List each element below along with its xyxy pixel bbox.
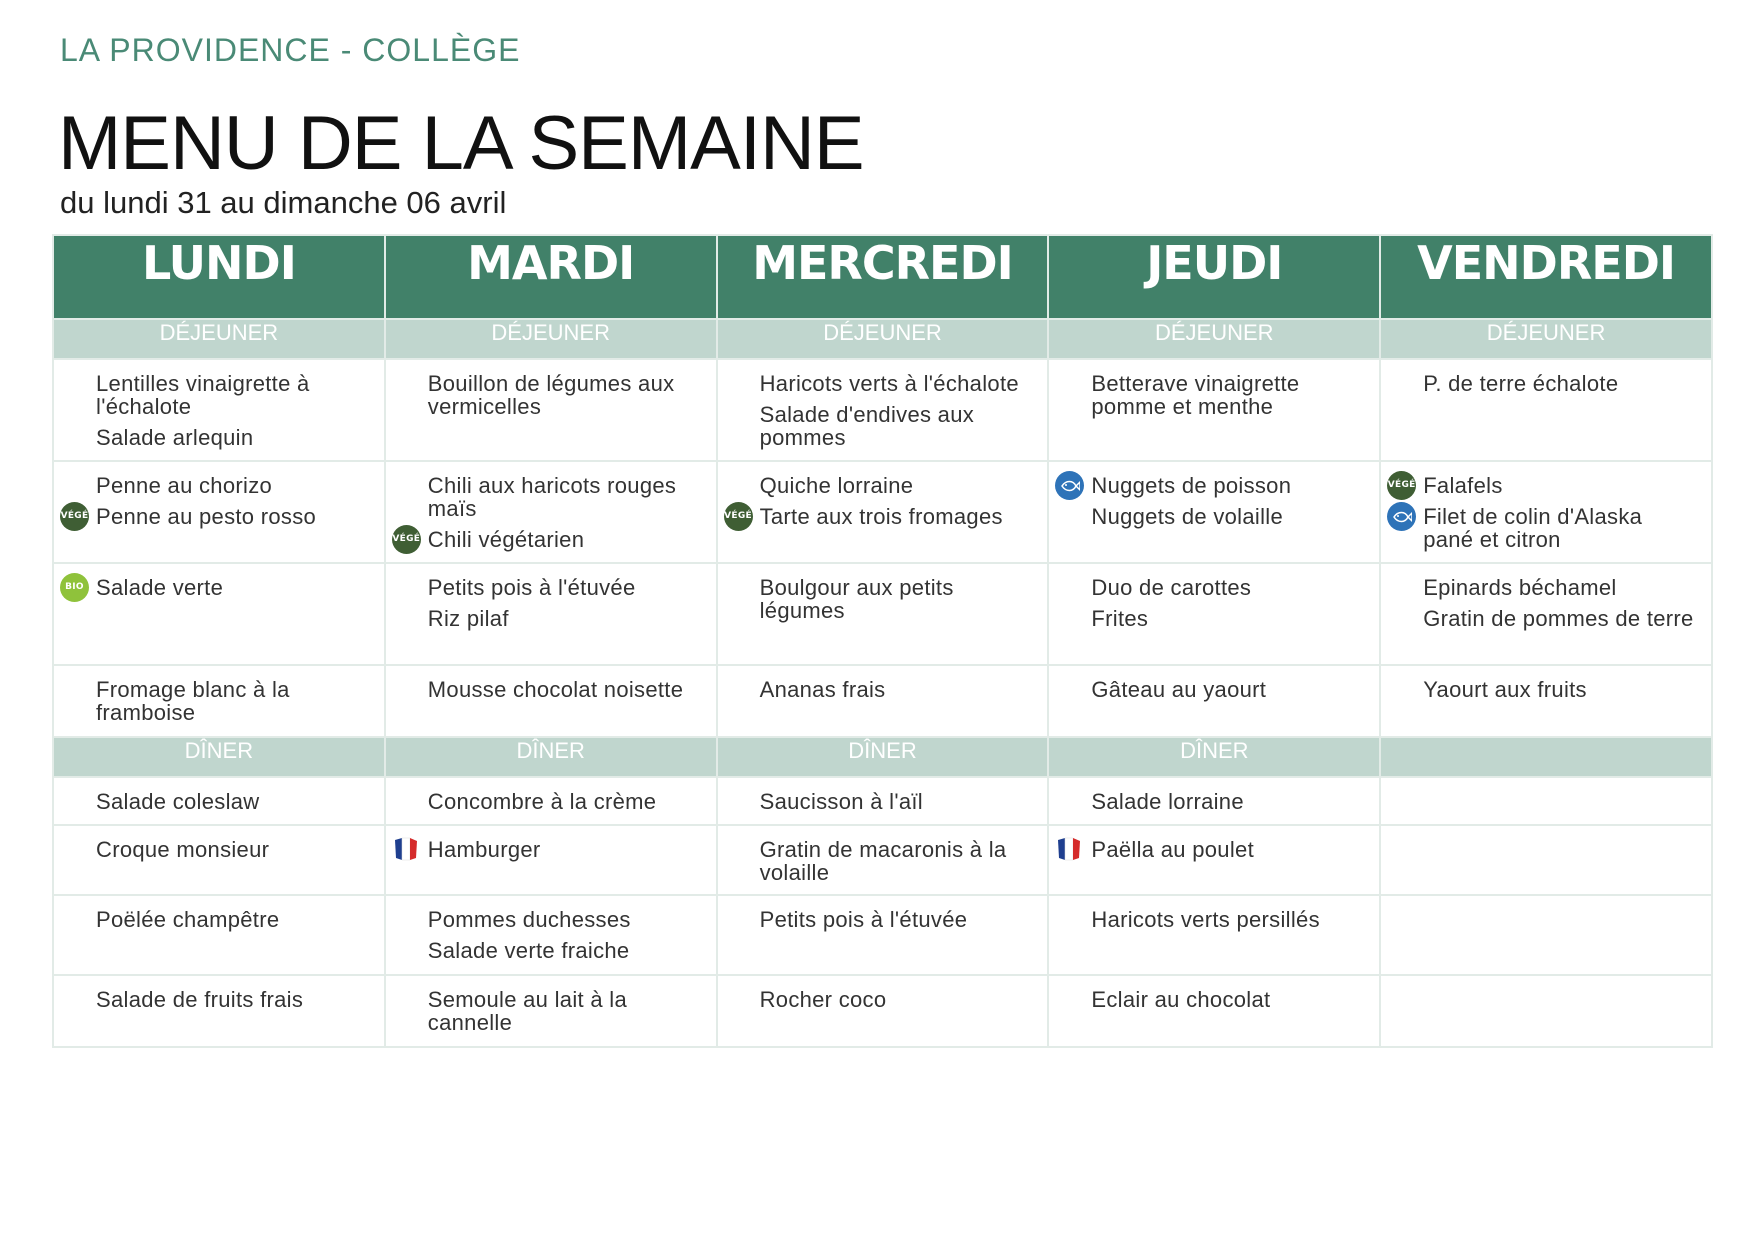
dish: Nuggets de volaille	[1091, 504, 1283, 529]
day-header-wednesday: MERCREDI	[717, 235, 1049, 319]
dish: Duo de carottes	[1091, 575, 1252, 600]
dish: Frites	[1091, 606, 1149, 631]
dish: Mousse chocolat noisette	[427, 677, 684, 702]
menu-cell	[717, 563, 1049, 665]
day-header-monday: LUNDI	[53, 235, 385, 319]
dinner-label: DÎNER	[53, 737, 385, 777]
dinner-label: DÎNER	[385, 737, 717, 777]
dish: Bouillon de légumes aux vermicelles	[427, 371, 675, 419]
menu-cell	[717, 359, 1049, 461]
menu-cell	[717, 825, 1049, 895]
lunch-starter-row	[53, 359, 1712, 461]
dish-name: Paëlla au poulet	[1091, 837, 1254, 862]
france-flag-icon	[1055, 836, 1083, 862]
dish: Pommes duchesses	[427, 907, 631, 932]
menu-cell	[1380, 563, 1712, 665]
menu-cell	[53, 825, 385, 895]
menu-cell-empty	[1380, 975, 1712, 1047]
school-name: LA PROVIDENCE - COLLÈGE	[60, 32, 521, 68]
dish: Boulgour aux petits légumes	[759, 575, 954, 623]
dish-organic	[65, 575, 370, 600]
dish: P. de terre échalote	[1423, 371, 1619, 396]
menu-cell	[1380, 461, 1712, 563]
menu-cell	[1048, 777, 1380, 825]
menu-cell	[385, 895, 717, 975]
dinner-label	[1380, 737, 1712, 777]
dish: Poëlée champêtre	[96, 907, 280, 932]
dish: Salade d'endives aux pommes	[759, 402, 975, 450]
dish-name: Hamburger	[427, 837, 541, 862]
dish: Haricots verts à l'échalote	[759, 371, 1019, 396]
lunch-label: DÉJEUNER	[385, 319, 717, 359]
menu-cell	[1048, 895, 1380, 975]
dish: Yaourt aux fruits	[1423, 677, 1587, 702]
dish-name: Penne au pesto rosso	[96, 504, 317, 529]
dish: Gâteau au yaourt	[1091, 677, 1267, 702]
menu-cell	[53, 359, 385, 461]
dish: Quiche lorraine	[759, 473, 914, 498]
dish-fish	[1423, 505, 1697, 551]
day-header-thursday: JEUDI	[1048, 235, 1380, 319]
vege-label-icon: VÉGÉ	[392, 525, 421, 554]
dish-name: Filet de colin d'Alaska pané et citron	[1423, 504, 1643, 552]
dish: Saucisson à l'aïl	[759, 789, 923, 814]
dish: Rocher coco	[759, 987, 887, 1012]
vege-label-icon: VÉGÉ	[60, 502, 89, 531]
page-title: MENU DE LA SEMAINE	[58, 101, 864, 186]
weekly-menu-table	[52, 234, 1713, 1048]
menu-cell	[1048, 461, 1380, 563]
menu-cell	[385, 563, 717, 665]
dish: Semoule au lait à la cannelle	[427, 987, 628, 1035]
menu-cell	[1048, 975, 1380, 1047]
menu-cell-empty	[1380, 777, 1712, 825]
lunch-label: DÉJEUNER	[1380, 319, 1712, 359]
dish: Lentilles vinaigrette à l'échalote	[96, 371, 310, 419]
menu-cell	[385, 359, 717, 461]
menu-cell	[385, 665, 717, 737]
day-header-tuesday: MARDI	[385, 235, 717, 319]
dinner-dessert-row	[53, 975, 1712, 1047]
dinner-main-row	[53, 825, 1712, 895]
dish: Haricots verts persillés	[1091, 907, 1320, 932]
dish-vegetarian	[60, 504, 370, 529]
menu-cell	[53, 461, 385, 563]
menu-cell	[1380, 359, 1712, 461]
dish: Chili aux haricots rouges maïs	[427, 473, 677, 521]
france-flag-icon	[392, 836, 420, 862]
dish: Salade verte fraiche	[427, 938, 630, 963]
dinner-starter-row	[53, 777, 1712, 825]
dish-french-origin	[428, 838, 702, 861]
menu-cell	[1048, 825, 1380, 895]
dish: Croque monsieur	[96, 837, 270, 862]
lunch-side-row	[53, 563, 1712, 665]
dish: Betterave vinaigrette pomme et menthe	[1091, 371, 1300, 419]
dish-name: Tarte aux trois fromages	[759, 504, 1003, 529]
dish-name: Chili végétarien	[427, 527, 585, 552]
dish-name: Salade verte	[96, 575, 224, 600]
fish-icon	[1055, 471, 1084, 500]
menu-cell	[385, 777, 717, 825]
dish-vegetarian	[1387, 473, 1697, 498]
menu-cell	[53, 563, 385, 665]
dish: Gratin de macaronis à la volaille	[759, 837, 1007, 885]
dish: Petits pois à l'étuvée	[759, 907, 968, 932]
menu-cell	[717, 975, 1049, 1047]
vege-label-icon: VÉGÉ	[1387, 471, 1416, 500]
dish-fish	[1091, 474, 1365, 497]
lunch-label: DÉJEUNER	[1048, 319, 1380, 359]
vege-label-icon: VÉGÉ	[724, 502, 753, 531]
menu-cell	[53, 895, 385, 975]
dish: Penne au chorizo	[96, 473, 273, 498]
dish-name: Falafels	[1423, 473, 1503, 498]
menu-cell	[1048, 665, 1380, 737]
dish: Riz pilaf	[427, 606, 509, 631]
dinner-side-row	[53, 895, 1712, 975]
lunch-label: DÉJEUNER	[53, 319, 385, 359]
menu-cell	[717, 895, 1049, 975]
dish: Eclair au chocolat	[1091, 987, 1271, 1012]
dish-name: Nuggets de poisson	[1091, 473, 1292, 498]
menu-cell-empty	[1380, 825, 1712, 895]
dish: Ananas frais	[759, 677, 886, 702]
fish-icon	[1387, 502, 1416, 531]
week-range: du lundi 31 au dimanche 06 avril	[60, 185, 507, 220]
dinner-label: DÎNER	[1048, 737, 1380, 777]
dish-french-origin	[1091, 838, 1365, 861]
menu-cell	[385, 461, 717, 563]
menu-cell	[53, 777, 385, 825]
lunch-label: DÉJEUNER	[717, 319, 1049, 359]
day-header-friday: VENDREDI	[1380, 235, 1712, 319]
menu-cell	[385, 825, 717, 895]
dish: Salade coleslaw	[96, 789, 260, 814]
menu-cell	[1048, 563, 1380, 665]
day-header-row	[53, 235, 1712, 319]
dinner-label: DÎNER	[717, 737, 1049, 777]
menu-cell	[1380, 665, 1712, 737]
lunch-dessert-row	[53, 665, 1712, 737]
dish-vegetarian	[392, 527, 702, 552]
lunch-main-row	[53, 461, 1712, 563]
dish: Salade lorraine	[1091, 789, 1244, 814]
menu-cell	[385, 975, 717, 1047]
dish-vegetarian	[724, 504, 1034, 529]
lunch-section-row	[53, 319, 1712, 359]
dish: Salade de fruits frais	[96, 987, 304, 1012]
menu-cell	[1048, 359, 1380, 461]
dish: Concombre à la crème	[427, 789, 657, 814]
menu-cell	[717, 461, 1049, 563]
menu-cell	[717, 777, 1049, 825]
menu-cell	[53, 975, 385, 1047]
dish: Epinards béchamel	[1423, 575, 1617, 600]
dish: Gratin de pommes de terre	[1423, 606, 1694, 631]
bio-label-icon: BIO	[60, 573, 89, 602]
dish: Fromage blanc à la framboise	[96, 677, 290, 725]
menu-cell	[53, 665, 385, 737]
dish: Petits pois à l'étuvée	[427, 575, 636, 600]
dinner-section-row	[53, 737, 1712, 777]
menu-cell-empty	[1380, 895, 1712, 975]
menu-cell	[717, 665, 1049, 737]
dish: Salade arlequin	[96, 425, 254, 450]
